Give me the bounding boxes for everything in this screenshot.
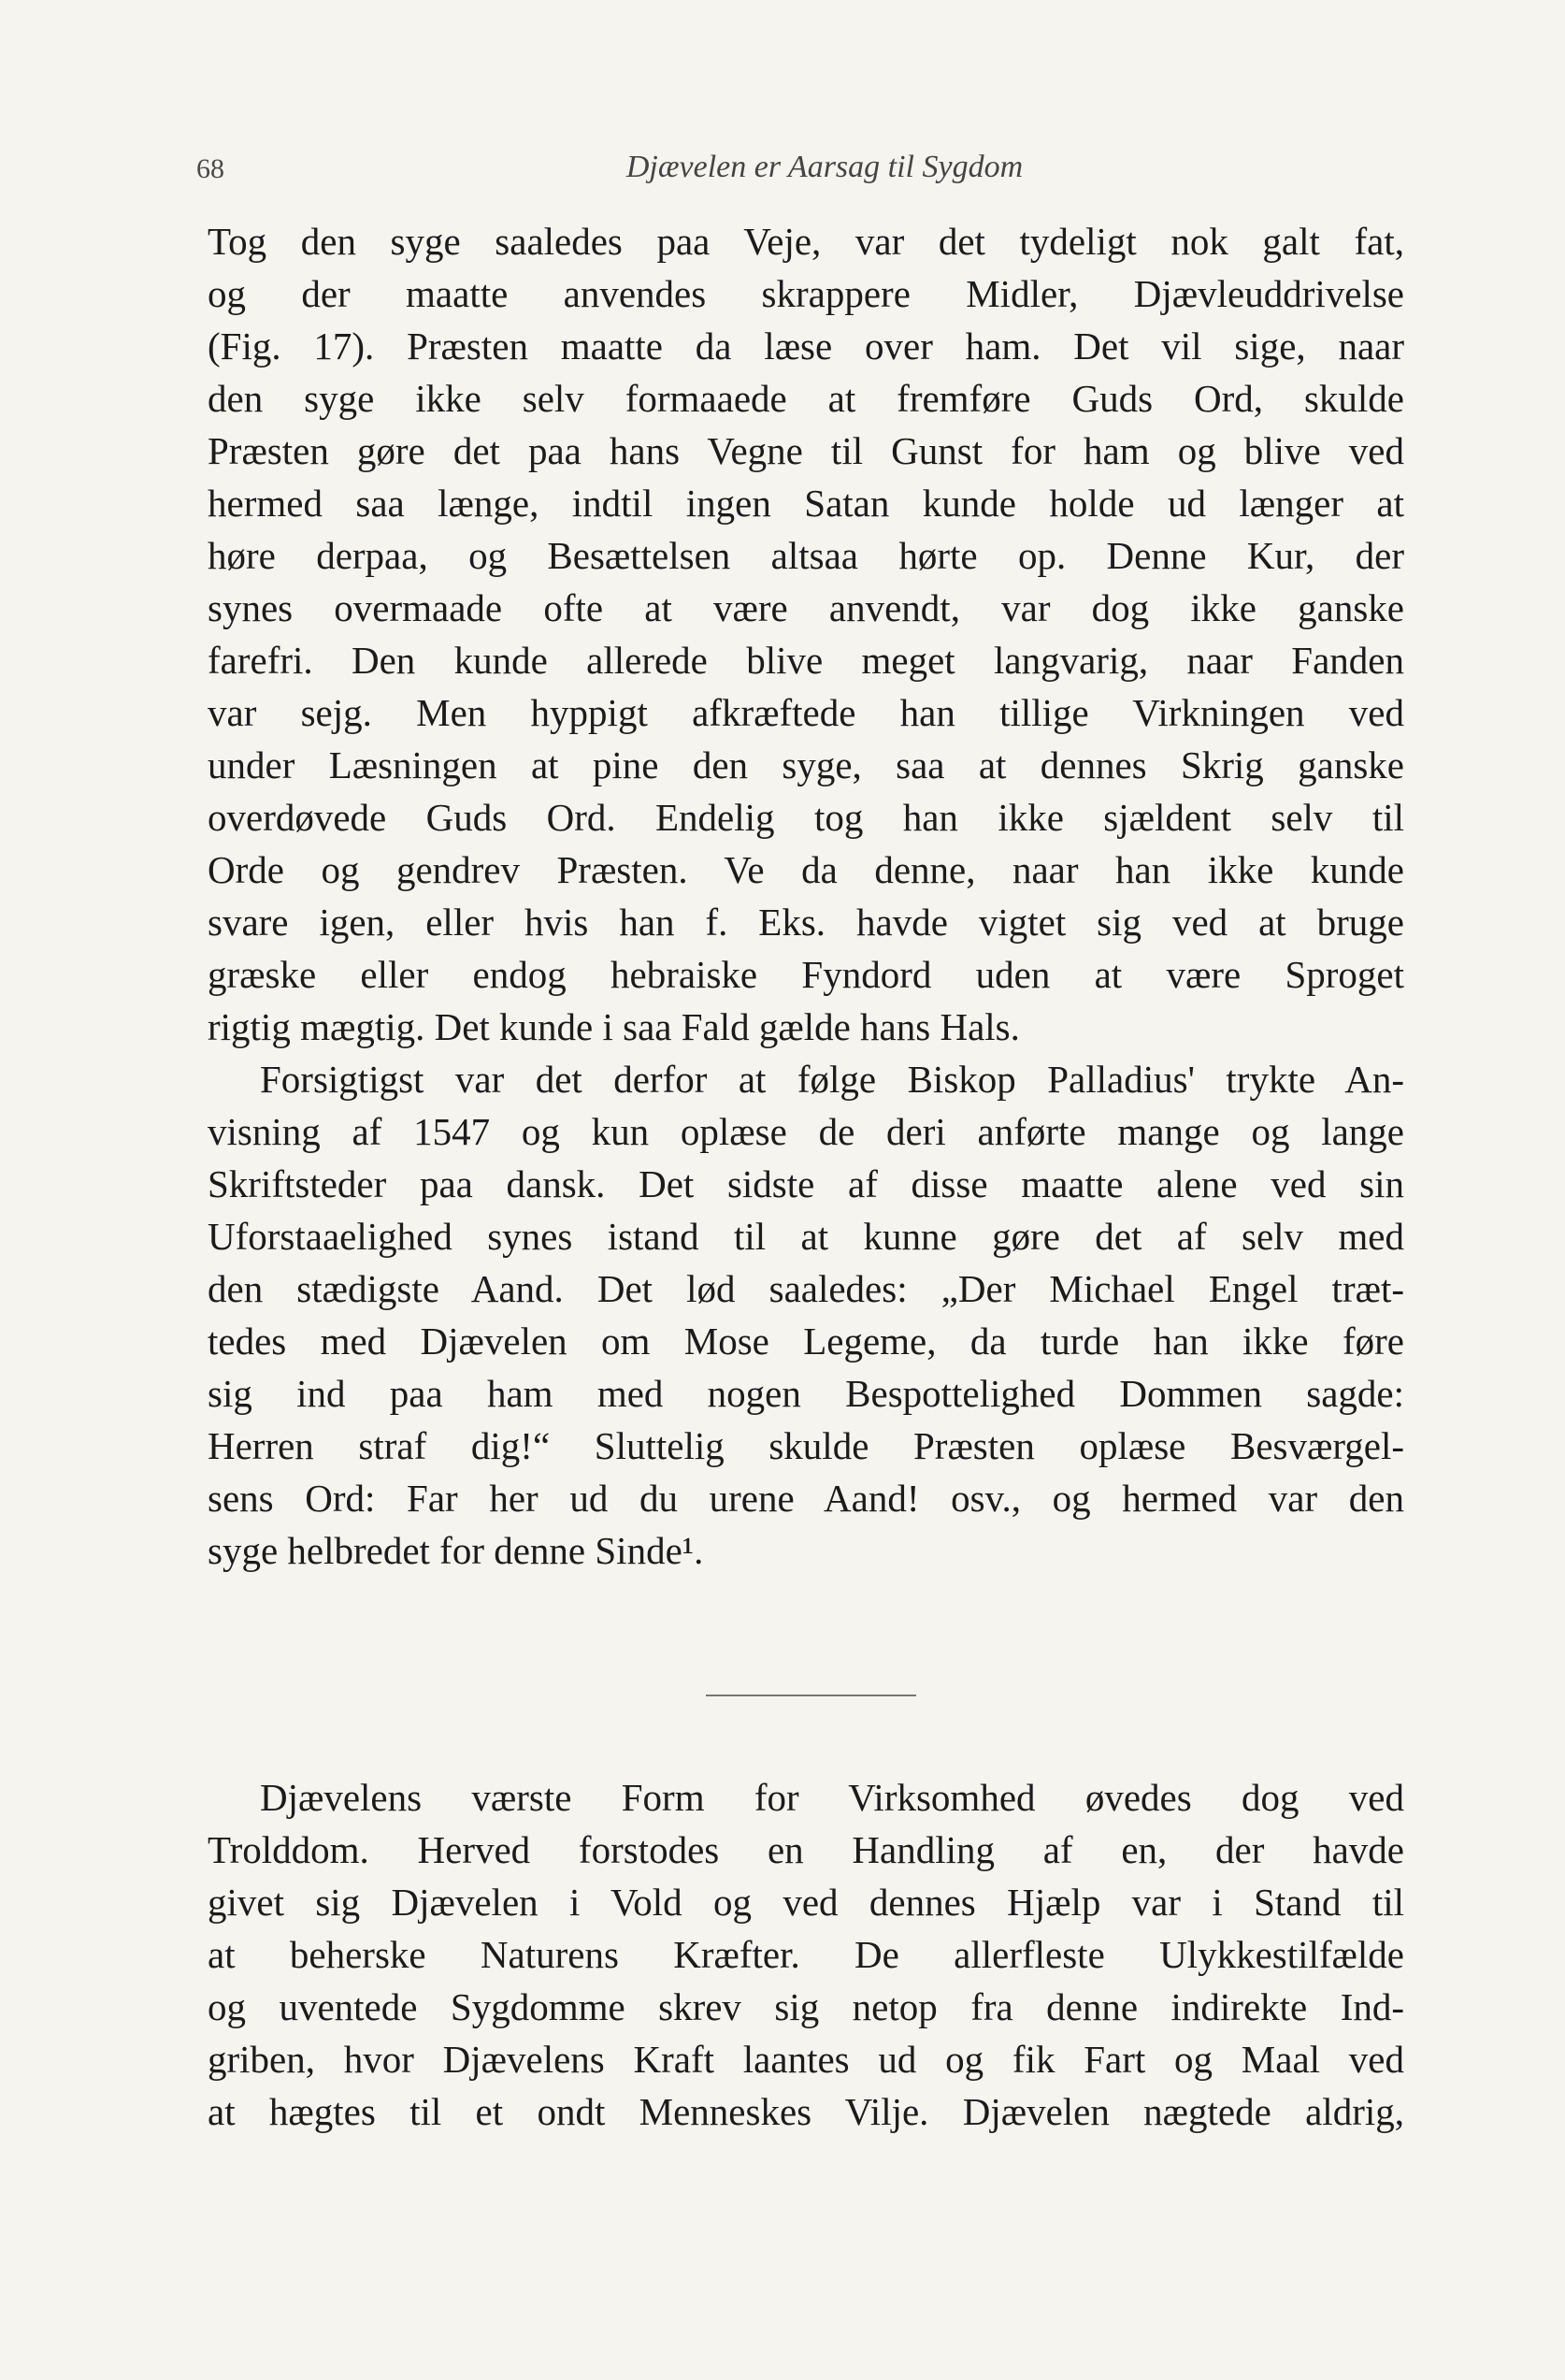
text-line: Herren straf dig!“ Sluttelig skulde Præsten oplæse Besværgel- [208, 1424, 1404, 1467]
text-line: at beherske Naturens Kræfter. De allerfleste Ulykkestilfælde [208, 1933, 1404, 1976]
text-line: og uventede Sygdomme skrev sig netop fra denne indirekte Ind- [208, 1985, 1404, 2028]
text-line: Tog den syge saaledes paa Veje, var det tydeligt nok galt fat, [208, 220, 1404, 263]
paragraph-1 [208, 215, 1404, 1053]
text-line: Præsten gøre det paa hans Vegne til Gunst for ham og blive ved [208, 429, 1404, 472]
text-line: sens Ord: Far her ud du urene Aand! osv., og hermed var den [208, 1477, 1404, 1520]
text-line: griben, hvor Djævelens Kraft laantes ud og fik Fart og Maal ved [208, 2038, 1404, 2081]
text-line: Djævelens værste Form for Virksomhed øvedes dog ved [260, 1776, 1404, 1819]
text-line: græske eller endog hebraiske Fyndord uden at være Sproget [208, 953, 1404, 996]
text-line: Trolddom. Herved forstodes en Handling af en, der havde [208, 1828, 1404, 1871]
text-line: tedes med Djævelen om Mose Legeme, da turde han ikke føre [208, 1320, 1404, 1363]
text-line: under Læsningen at pine den syge, saa at dennes Skrig ganske [208, 743, 1404, 786]
text-line: givet sig Djævelen i Vold og ved dennes Hjælp var i Stand til [208, 1881, 1404, 1924]
paragraph-2 [208, 1053, 1404, 1577]
text-line: at hægtes til et ondt Menneskes Vilje. Djævelen nægtede aldrig, [208, 2090, 1404, 2133]
text-line: hermed saa længe, indtil ingen Satan kunde holde ud længer at [208, 482, 1404, 525]
section-divider [706, 1695, 916, 1696]
running-title: Djævelen er Aarsag til Sygdom [625, 150, 1024, 184]
text-line: den syge ikke selv formaaede at fremføre Guds Ord, skulde [208, 377, 1404, 420]
text-line: synes overmaade ofte at være anvendt, var dog ikke ganske [208, 586, 1404, 629]
text-line: syge helbredet for denne Sinde¹. [208, 1529, 704, 1572]
text-line: rigtig mægtig. Det kunde i saa Fald gælde hans Hals. [208, 1005, 1020, 1048]
text-line: den stædigste Aand. Det lød saaledes: „Der Michael Engel træt- [208, 1267, 1404, 1310]
text-line: Skriftsteder paa dansk. Det sidste af disse maatte alene ved sin [208, 1162, 1404, 1205]
text-line: (Fig. 17). Præsten maatte da læse over ham. Det vil sige, naar [208, 325, 1404, 368]
text-line: og der maatte anvendes skrappere Midler, Djævleuddrivelse [208, 272, 1404, 315]
text-line: Orde og gendrev Præsten. Ve da denne, naar han ikke kunde [208, 848, 1404, 891]
text-line: Forsigtigst var det derfor at følge Biskop Palladius' trykte An- [260, 1058, 1404, 1101]
text-line: overdøvede Guds Ord. Endelig tog han ikke sjældent selv til [208, 796, 1404, 839]
text-line: svare igen, eller hvis han f. Eks. havde vigtet sig ved at bruge [208, 901, 1404, 944]
text-line: høre derpaa, og Besættelsen altsaa hørte op. Denne Kur, der [208, 534, 1404, 577]
text-line: Uforstaaelighed synes istand til at kunne gøre det af selv med [208, 1215, 1404, 1258]
text-line: farefri. Den kunde allerede blive meget langvarig, naar Fanden [208, 639, 1404, 682]
text-line: var sejg. Men hyppigt afkræftede han tillige Virkningen ved [208, 691, 1404, 734]
text-line: sig ind paa ham med nogen Bespottelighed Dommen sagde: [208, 1372, 1404, 1415]
paragraph-3 [208, 1771, 1404, 2138]
page-number: 68 [196, 153, 224, 184]
text-line: visning af 1547 og kun oplæse de deri anførte mange og lange [208, 1110, 1404, 1153]
